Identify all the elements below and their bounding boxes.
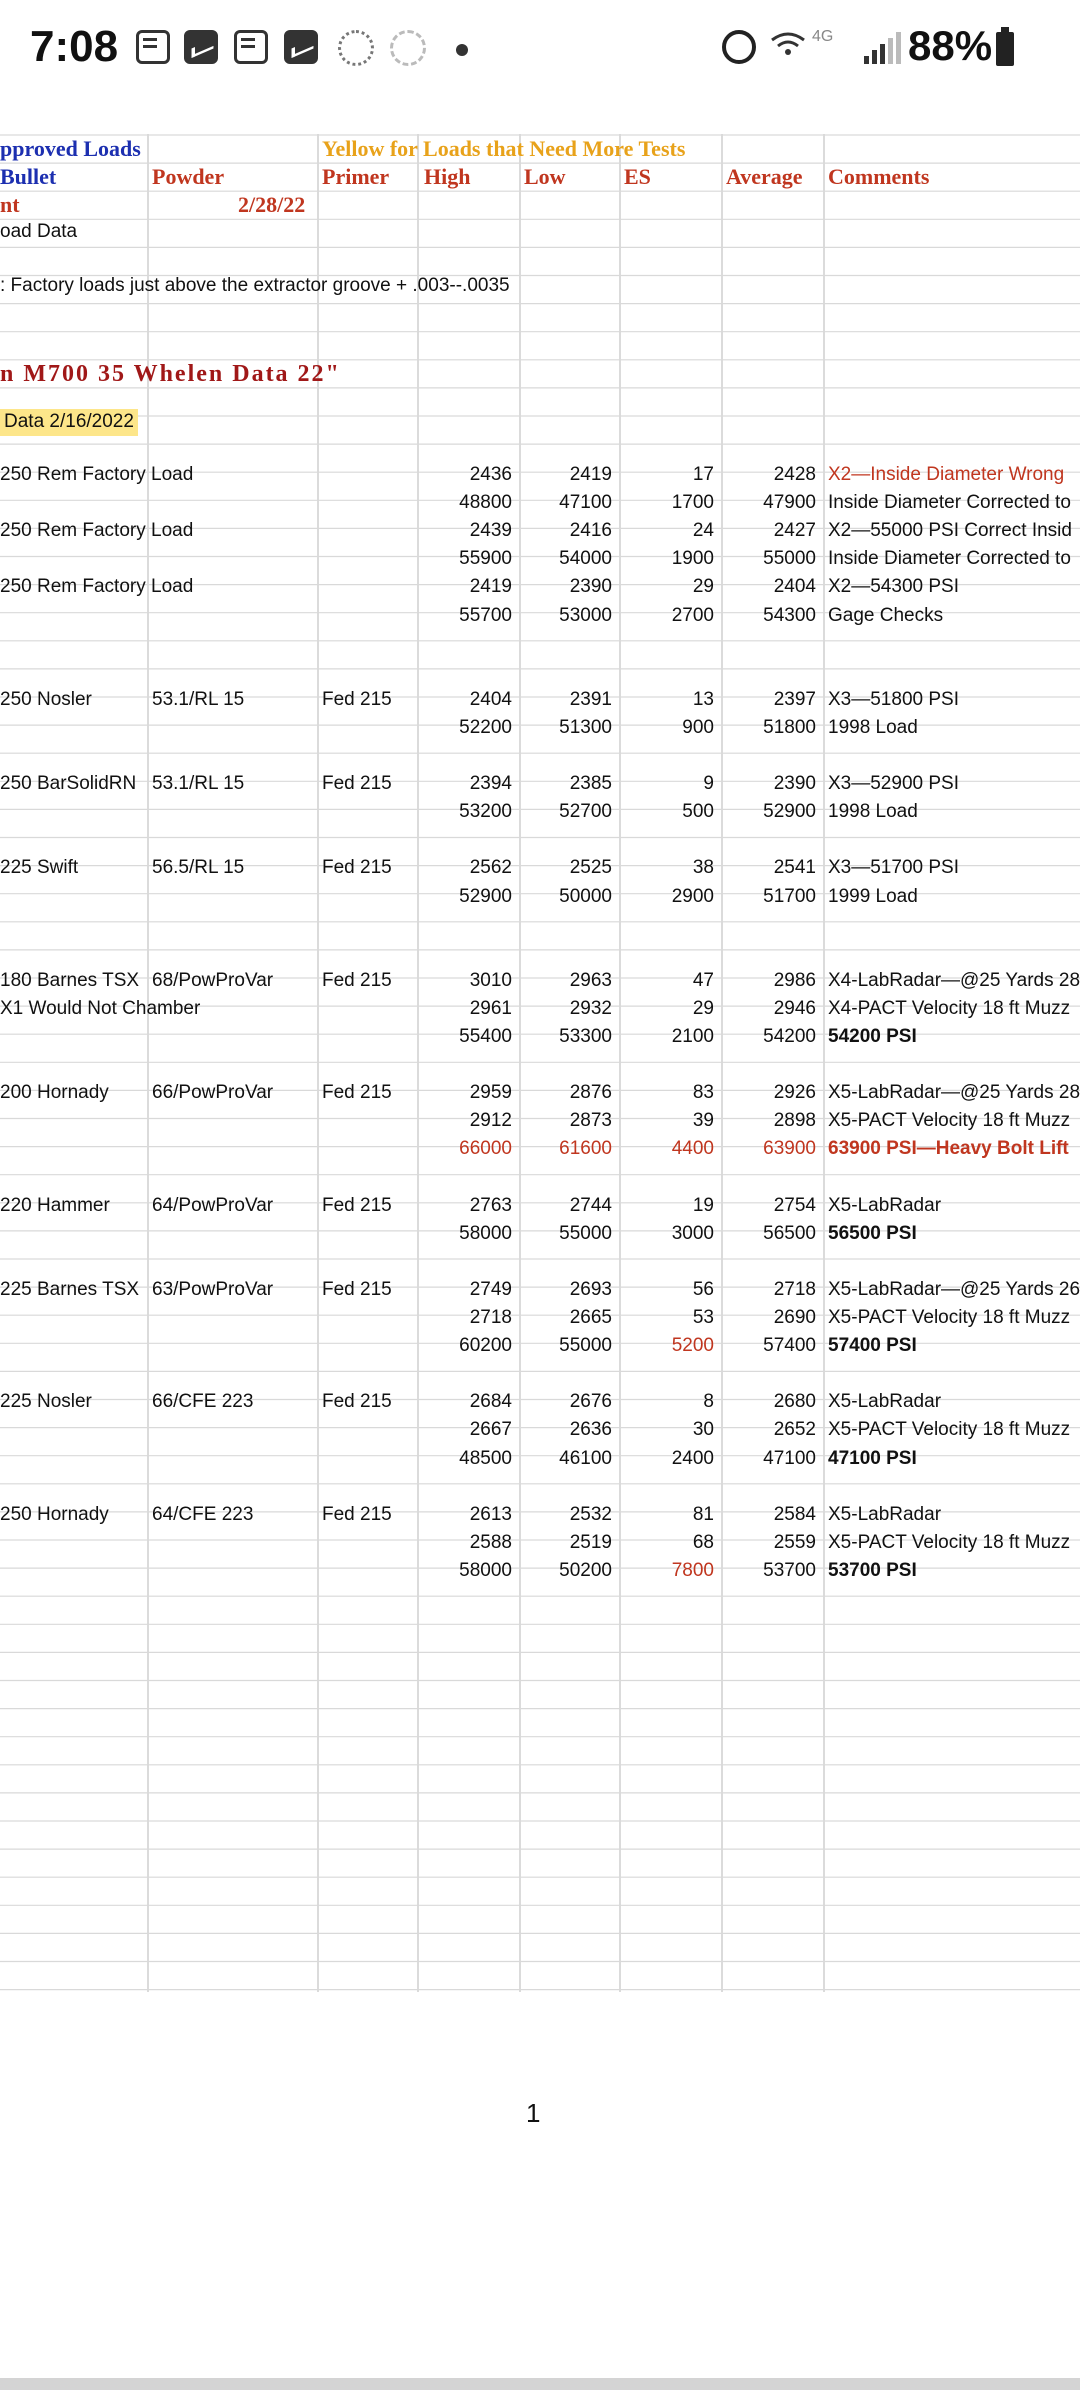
cell-low: 55000 [559,1335,612,1357]
cell-comment: 1999 Load [828,886,918,906]
cell-low: 2873 [569,1110,612,1132]
cell-high: 2419 [469,576,512,598]
cell-comment: X5-LabRadar—@25 Yards 28 [828,1083,1080,1103]
cell-comment: X2—54300 PSI [828,577,959,597]
cell-es: 4400 [671,1138,714,1160]
cell-high: 52900 [459,885,512,907]
cell-powder: 53.1/RL 15 [152,688,245,710]
cell-primer: Fed 215 [322,688,392,710]
cell-average: 55000 [763,548,816,570]
cell-high: 3010 [469,969,512,991]
col-primer-header: Primer [322,164,390,189]
cell-comment: X5-LabRadar [828,1504,942,1524]
cell-es: 900 [682,716,714,738]
cell-es: 7800 [671,1559,714,1581]
cell-average: 2427 [773,520,816,542]
cell-low: 2390 [569,576,612,598]
cell-average: 63900 [763,1138,816,1160]
status-bar [0,0,1080,100]
dot-icon [456,44,468,56]
cell-high: 2749 [469,1278,512,1300]
cell-es: 1900 [671,548,714,570]
cell-high: 66000 [459,1138,512,1160]
cell-low: 47100 [559,492,612,514]
cell-high: 48500 [459,1447,512,1469]
cell-comment: X4-PACT Velocity 18 ft Muzz [828,998,1071,1018]
cell-average: 2584 [773,1503,816,1525]
cell-es: 39 [692,1110,714,1132]
cell-average: 2404 [773,576,816,598]
cell-bullet: 200 Hornady [0,1082,109,1104]
cell-average: 2390 [773,773,816,795]
cell-high: 2684 [469,1391,512,1413]
cell-average: 2397 [773,688,816,710]
cell-low: 54000 [559,548,612,570]
cell-comment: 47100 PSI [828,1448,917,1468]
cell-comment: X3—51800 PSI [828,689,959,709]
cell-high: 58000 [459,1222,512,1244]
cell-comment: 54200 PSI [828,1027,917,1046]
cell-high: 60200 [459,1335,512,1357]
col-average-header: Average [726,164,803,189]
cell-low: 2963 [569,969,612,991]
col-bullet-header: Bullet [0,164,57,189]
cell-low: 53300 [559,1026,612,1047]
cell-low: 2676 [569,1391,612,1413]
cell-high: 55700 [459,604,512,626]
cell-es: 2900 [671,885,714,907]
cell-comment: X5-PACT Velocity 18 ft Muzz [828,1420,1071,1440]
cell-comment: X4-LabRadar—@25 Yards 28 [828,970,1080,990]
spreadsheet-page [0,130,1080,2000]
cell-low: 2932 [569,997,612,1019]
app-icon [184,30,218,64]
cell-high: 2961 [469,997,512,1019]
cell-low: 52700 [559,801,612,823]
loading-icon [390,30,426,66]
bottom-scrollbar[interactable] [0,2378,1080,2390]
cell-average: 2680 [773,1391,816,1413]
cell-average: 2559 [773,1531,816,1553]
cell-comment: 1998 Load [828,717,918,737]
cell-average: 47100 [763,1447,816,1469]
data-date: Data 2/16/2022 [0,409,138,436]
cell-average: 2652 [773,1419,816,1441]
cell-comment: Inside Diameter Corrected to [828,493,1071,513]
cell-es: 24 [692,520,714,542]
cell-powder: 64/PowProVar [152,1194,274,1216]
cell-primer: Fed 215 [322,1194,392,1216]
cell-bullet: 250 BarSolidRN [0,773,137,795]
cell-low: 2385 [569,773,612,795]
cell-average: 2541 [773,857,816,879]
cell-high: 58000 [459,1559,512,1581]
cell-es: 2100 [671,1026,714,1047]
cell-high: 2613 [469,1503,512,1525]
cell-bullet: 250 Nosler [0,688,92,710]
cell-bullet: 225 Swift [0,857,79,879]
cell-low: 2419 [569,464,612,485]
cell-high: 2394 [469,773,512,795]
cell-bullet: 225 Nosler [0,1391,92,1413]
cell-high: 2439 [469,520,512,542]
cell-average: 2754 [773,1194,816,1216]
cell-es: 9 [703,773,714,795]
cell-bullet: 220 Hammer [0,1194,110,1216]
cell-powder: 53.1/RL 15 [152,773,245,795]
cell-es: 38 [692,857,714,879]
sheet-title: n M700 35 Whelen Data 22" [0,361,341,387]
cell-es: 2400 [671,1447,714,1469]
cell-high: 2718 [469,1307,512,1328]
cell-powder: 64/CFE 223 [152,1503,254,1525]
cell-average: 2690 [773,1307,816,1328]
cell-comment: X5-PACT Velocity 18 ft Muzz [828,1532,1071,1552]
cell-low: 46100 [559,1447,612,1469]
yellow-note-header: Yellow for Loads that Need More Tests [322,136,686,161]
data-date-highlight [0,412,138,431]
cell-high: 2667 [469,1419,512,1441]
cell-low: 2532 [569,1503,612,1525]
cell-comment: 63900 PSI—Heavy Bolt Lift [828,1139,1069,1159]
cell-comment: Inside Diameter Corrected to [828,549,1071,569]
cell-es: 29 [692,997,714,1019]
alarm-icon [722,30,756,64]
news-icon [234,30,268,64]
cell-comment: 53700 PSI [828,1560,917,1580]
load-data-label: oad Data [0,221,78,242]
cell-primer: Fed 215 [322,1082,392,1104]
cell-average: 2926 [773,1082,816,1104]
cell-powder: 66/PowProVar [152,1082,274,1104]
cell-high: 2959 [469,1082,512,1104]
cell-bullet: 180 Barnes TSX [0,969,140,991]
cell-high: 2404 [469,688,512,710]
cell-high: 48800 [459,492,512,514]
cell-comment: X2—Inside Diameter Wrong [828,465,1065,484]
cell-low: 2525 [569,857,612,879]
app-icon [284,30,318,64]
cell-comment: X5-LabRadar—@25 Yards 26 [828,1279,1080,1299]
cell-es: 5200 [671,1335,714,1357]
cell-comment: X3—51700 PSI [828,858,959,878]
cell-high: 2436 [469,464,512,485]
cell-low: 2744 [569,1194,612,1216]
cell-primer: Fed 215 [322,857,392,879]
cell-comment: X3—52900 PSI [828,774,959,794]
cell-primer: Fed 215 [322,1503,392,1525]
cell-es: 30 [692,1419,714,1441]
cell-es: 29 [692,576,714,598]
cell-average: 2946 [773,997,816,1019]
cell-powder: 63/PowProVar [152,1278,274,1300]
cell-low: 2519 [569,1531,612,1553]
cell-bullet: 225 Barnes TSX [0,1278,140,1300]
col-es-header: ES [624,164,651,189]
cell-high: 53200 [459,801,512,823]
cell-average: 57400 [763,1335,816,1357]
cell-high: 55400 [459,1026,512,1047]
cell-bullet: 250 Hornady [0,1503,109,1525]
cell-average: 52900 [763,801,816,823]
cell-average: 2898 [773,1110,816,1132]
wifi-icon [770,28,806,64]
cell-es: 68 [692,1531,714,1553]
cell-comment: X5-LabRadar [828,1195,942,1215]
cell-es: 47 [692,969,714,991]
cell-low: 2636 [569,1419,612,1441]
cell-es: 8 [703,1391,714,1413]
cell-es: 83 [692,1082,714,1104]
cell-low: 2693 [569,1278,612,1300]
cell-es: 17 [692,464,714,485]
cell-low: 50000 [559,885,612,907]
cell-low: 51300 [559,716,612,738]
status-time: 7:08 [30,22,119,71]
col-comments-header: Comments [828,164,930,189]
cell-es: 500 [682,801,714,823]
network-type: 4G [812,28,834,45]
cell-primer: Fed 215 [322,773,392,795]
cell-es: 13 [692,688,714,710]
cell-average: 53700 [763,1559,816,1581]
header-row3-label: nt [0,192,20,217]
game-controller-icon [338,30,374,66]
cell-comment: X5-LabRadar [828,1392,942,1412]
cell-high: 55900 [459,548,512,570]
cell-es: 56 [692,1278,714,1300]
cell-comment: X2—55000 PSI Correct Insid [828,521,1072,541]
cell-primer: Fed 215 [322,1391,392,1413]
cell-bullet: X1 Would Not Chamber [0,997,201,1019]
cell-comment: X5-PACT Velocity 18 ft Muzz [828,1308,1071,1327]
cell-average: 51800 [763,716,816,738]
cell-primer: Fed 215 [322,1278,392,1300]
cell-low: 2665 [569,1307,612,1328]
cell-es: 53 [692,1307,714,1328]
cell-es: 19 [692,1194,714,1216]
page-number: 1 [526,2098,541,2128]
cell-low: 53000 [559,604,612,626]
cell-high: 52200 [459,716,512,738]
cell-low: 61600 [559,1138,612,1160]
cell-high: 2912 [469,1110,512,1132]
news-icon [136,30,170,64]
cell-comment: X5-PACT Velocity 18 ft Muzz [828,1111,1071,1131]
col-low-header: Low [524,164,566,189]
cell-comment: 57400 PSI [828,1336,917,1356]
cell-comment: 1998 Load [828,802,918,822]
col-powder-header: Powder [152,164,225,189]
cell-comment: Gage Checks [828,605,944,625]
battery-icon [996,32,1014,66]
cell-low: 2876 [569,1082,612,1104]
cell-average: 51700 [763,885,816,907]
approved-loads-header: pproved Loads [0,136,141,161]
cell-low: 55000 [559,1222,612,1244]
cell-bullet: 250 Rem Factory Load [0,576,194,598]
cell-average: 2986 [773,969,816,991]
cell-es: 81 [692,1503,714,1525]
cell-high: 2562 [469,857,512,879]
signal-icon [860,30,904,66]
cell-low: 2416 [569,520,612,542]
cell-average: 54300 [763,604,816,626]
cell-powder: 56.5/RL 15 [152,857,245,879]
cell-low: 2391 [569,688,612,710]
cell-powder: 68/PowProVar [152,969,274,991]
cell-average: 56500 [763,1222,816,1244]
sheet-grid [0,130,1080,2000]
battery-percent: 88% [908,22,993,69]
cell-bullet: 250 Rem Factory Load [0,520,194,542]
cell-average: 2718 [773,1278,816,1300]
cell-powder: 66/CFE 223 [152,1391,254,1413]
cell-high: 2763 [469,1194,512,1216]
cell-average: 2428 [773,464,816,485]
cell-comment: 56500 PSI [828,1223,917,1243]
cell-es: 3000 [671,1222,714,1244]
cell-low: 50200 [559,1559,612,1581]
cell-es: 2700 [671,604,714,626]
factory-load-note: : Factory loads just above the extractor groove + .003--.0035 [0,275,510,296]
cell-es: 1700 [671,492,714,514]
header-date: 2/28/22 [238,192,306,217]
cell-high: 2588 [469,1531,512,1553]
col-high-header: High [424,164,471,189]
cell-average: 47900 [763,492,816,514]
cell-average: 54200 [763,1026,816,1047]
cell-primer: Fed 215 [322,969,392,991]
cell-bullet: 250 Rem Factory Load [0,464,194,485]
